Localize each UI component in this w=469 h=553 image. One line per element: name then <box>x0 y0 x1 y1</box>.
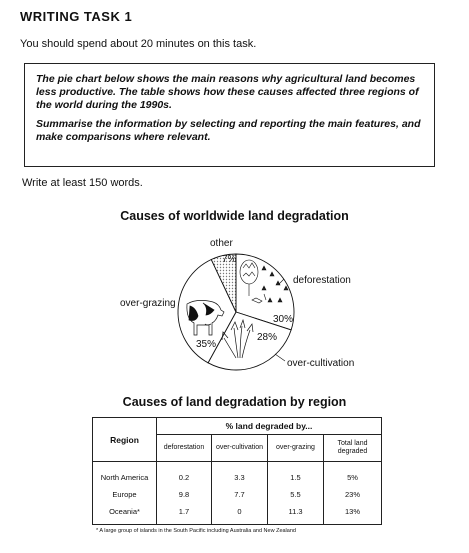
row-region: Oceania* <box>93 503 157 525</box>
cell: 23% <box>324 486 382 503</box>
cell: 1.7 <box>157 503 212 525</box>
region-header: Region <box>93 418 157 462</box>
cell: 5.5 <box>268 486 324 503</box>
pie-chart <box>0 230 469 390</box>
slice-value-over-cultivation: 28% <box>257 332 278 343</box>
task-heading: WRITING TASK 1 <box>20 9 133 24</box>
slice-value-deforestation: 30% <box>273 314 294 325</box>
footnote: * A large group of islands in the South Pacific including Australia and New Zealand <box>96 528 296 534</box>
table-row <box>93 503 382 525</box>
slice-value-over-grazing: 35% <box>196 339 217 350</box>
slice-label-deforestation: deforestation <box>293 275 351 286</box>
cell: 11.3 <box>268 503 324 525</box>
cell: 5% <box>324 462 382 487</box>
prompt-box <box>24 63 435 167</box>
cell: 3.3 <box>212 462 268 487</box>
slice-value-other: 7% <box>222 254 237 265</box>
table-row <box>93 486 382 503</box>
cell: 0 <box>212 503 268 525</box>
pie-chart-title: Causes of worldwide land degradation <box>120 209 349 223</box>
slice-label-over-cultivation: over-cultivation <box>287 358 355 369</box>
cell: 1.5 <box>268 462 324 487</box>
cell: 0.2 <box>157 462 212 487</box>
time-instruction: You should spend about 20 minutes on this task. <box>20 38 257 50</box>
prompt-instruction: Summarise the information by selecting and reporting the main features, and make comparisons where relevant. <box>36 118 421 143</box>
cell: 7.7 <box>212 486 268 503</box>
region-table <box>92 417 382 525</box>
slice-label-over-grazing: over-grazing <box>120 298 176 309</box>
col-over-cultivation: over-cultivation <box>212 435 268 462</box>
row-region: Europe <box>93 486 157 503</box>
slice-label-other: other <box>210 238 233 249</box>
col-over-grazing: over-grazing <box>268 435 324 462</box>
table-row <box>93 462 382 487</box>
table-title: Causes of land degradation by region <box>122 395 347 409</box>
cell: 9.8 <box>157 486 212 503</box>
word-count-instruction: Write at least 150 words. <box>22 177 143 189</box>
cell: 13% <box>324 503 382 525</box>
col-total: Total land degraded <box>324 435 382 462</box>
group-header: % land degraded by... <box>157 418 382 435</box>
row-region: North America <box>93 462 157 487</box>
prompt-description: The pie chart below shows the main reasons why agricultural land becomes less productive. The table shows how these causes affected three regions of the world during the 1990s. <box>36 73 419 111</box>
col-deforestation: deforestation <box>157 435 212 462</box>
